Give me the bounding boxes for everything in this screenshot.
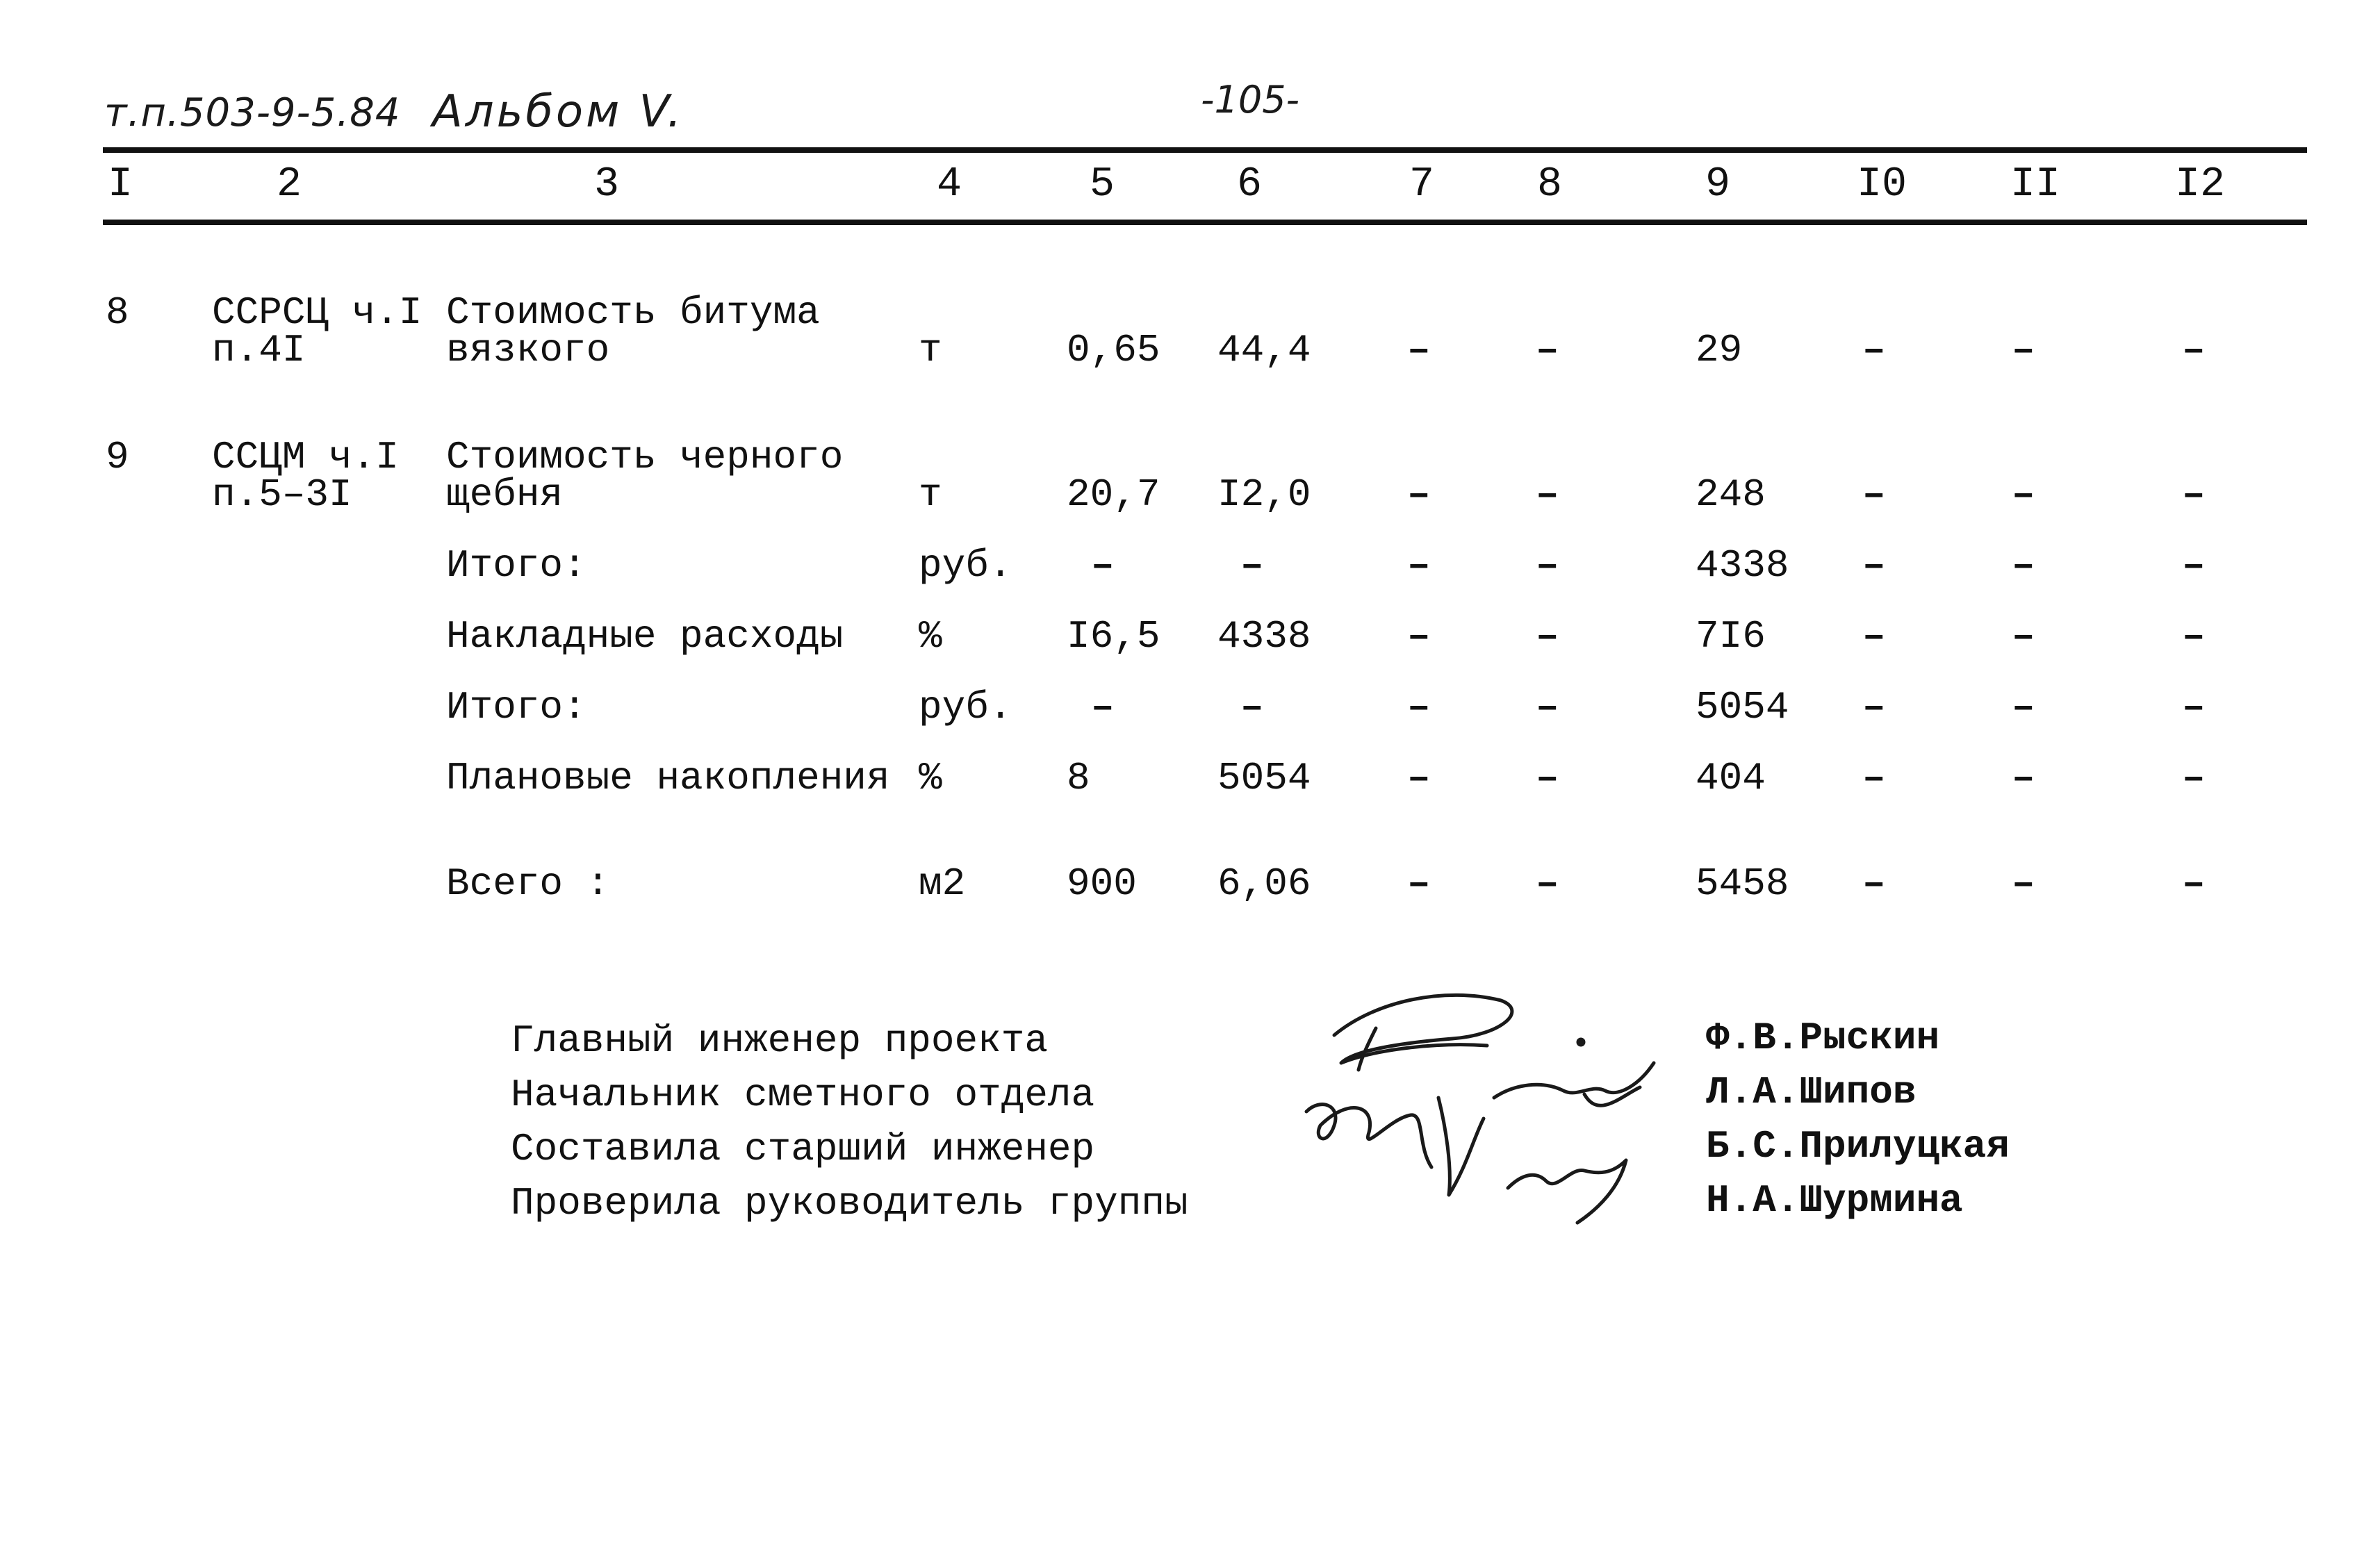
col-header-3: 3	[594, 161, 620, 208]
unit-price: I2,0	[1217, 472, 1311, 517]
summary-label: Плановые накопления	[446, 756, 890, 800]
col-8-value: –	[1536, 472, 1559, 517]
unit: %	[919, 756, 942, 800]
row-number: 8	[106, 290, 129, 335]
total-value: 404	[1696, 756, 1766, 800]
col-8-value: –	[1536, 756, 1559, 800]
quantity: 8	[1067, 756, 1090, 800]
col-7-value: –	[1407, 756, 1431, 800]
col-11-value: –	[2012, 472, 2035, 517]
col-7-value: –	[1407, 685, 1431, 729]
summary-label: Итого:	[446, 543, 586, 588]
signature-4	[1508, 1160, 1626, 1223]
col-8-value: –	[1536, 861, 1559, 906]
page-number: -105-	[1201, 78, 1300, 122]
item-name-line-2: щебня	[446, 472, 564, 517]
summary-label: Накладные расходы	[446, 614, 844, 659]
summary-label: Всего :	[446, 861, 610, 906]
col-11-value: –	[2012, 756, 2035, 800]
col-7-value: –	[1407, 328, 1431, 372]
col-12-value: –	[2182, 328, 2206, 372]
total-value: 29	[1696, 328, 1743, 372]
col-header-8: 8	[1537, 161, 1563, 208]
col-header-2: 2	[277, 161, 302, 208]
signature-1	[1334, 995, 1512, 1070]
col-8-value: –	[1536, 614, 1559, 659]
quantity: 0,65	[1067, 328, 1160, 372]
signatory-role: Начальник сметного отдела	[511, 1073, 1095, 1117]
col-10-value: –	[1862, 685, 1886, 729]
signatory-name: Б.С.Прилуцкая	[1706, 1124, 2010, 1169]
source-line-1: ССЦМ ч.I	[212, 435, 399, 479]
source-line-1: ССРСЦ ч.I	[212, 290, 422, 335]
col-header-10: I0	[1857, 161, 1907, 208]
col-10-value: –	[1862, 543, 1886, 588]
col-11-value: –	[2012, 543, 2035, 588]
unit-price: 5054	[1217, 756, 1311, 800]
col-10-value: –	[1862, 614, 1886, 659]
col-10-value: –	[1862, 861, 1886, 906]
source-line-2: п.5–3I	[212, 472, 352, 517]
col-12-value: –	[2182, 614, 2206, 659]
col-10-value: –	[1862, 756, 1886, 800]
total-value: 5458	[1696, 861, 1789, 906]
quantity: 20,7	[1067, 472, 1160, 517]
unit: руб.	[919, 543, 1012, 588]
col-12-value: –	[2182, 472, 2206, 517]
unit: т	[919, 328, 942, 372]
signature-1-dot	[1578, 1039, 1584, 1045]
unit-price: 4338	[1217, 614, 1311, 659]
unit: м2	[919, 861, 966, 906]
col-11-value: –	[2012, 685, 2035, 729]
unit-price: 44,4	[1217, 328, 1311, 372]
table-header-rule	[103, 220, 2307, 225]
col-12-value: –	[2182, 756, 2206, 800]
item-name-line-1: Стоимость битума	[446, 290, 820, 335]
col-header-5: 5	[1090, 161, 1115, 208]
item-name-line-1: Стоимость черного	[446, 435, 844, 479]
col-header-6: 6	[1237, 161, 1263, 208]
col-8-value: –	[1536, 685, 1559, 729]
col-11-value: –	[2012, 328, 2035, 372]
signature-2	[1306, 1098, 1484, 1195]
total-value: 5054	[1696, 685, 1789, 729]
col-7-value: –	[1407, 543, 1431, 588]
col-header-1: I	[108, 161, 133, 208]
row-number: 9	[106, 435, 129, 479]
col-11-value: –	[2012, 861, 2035, 906]
unit-price: –	[1240, 685, 1264, 729]
unit: %	[919, 614, 942, 659]
col-8-value: –	[1536, 328, 1559, 372]
col-12-value: –	[2182, 861, 2206, 906]
signatory-name: Л.А.Шипов	[1706, 1070, 1917, 1114]
total-value: 4338	[1696, 543, 1789, 588]
unit-price: 6,06	[1217, 861, 1311, 906]
col-8-value: –	[1536, 543, 1559, 588]
signature-3	[1494, 1063, 1654, 1105]
col-7-value: –	[1407, 861, 1431, 906]
signatory-role: Составила старший инженер	[511, 1127, 1095, 1171]
col-7-value: –	[1407, 614, 1431, 659]
col-7-value: –	[1407, 472, 1431, 517]
unit: руб.	[919, 685, 1012, 729]
quantity: I6,5	[1067, 614, 1160, 659]
col-header-7: 7	[1409, 161, 1435, 208]
col-12-value: –	[2182, 543, 2206, 588]
document-code: т.п.503-9-5.84	[104, 90, 401, 135]
col-11-value: –	[2012, 614, 2035, 659]
col-header-4: 4	[937, 161, 962, 208]
col-header-12: I2	[2175, 161, 2226, 208]
unit: т	[919, 472, 942, 517]
col-header-11: II	[2010, 161, 2061, 208]
handwritten-signatures	[1292, 959, 1682, 1264]
signatory-role: Проверила руководитель группы	[511, 1181, 1188, 1226]
total-value: 7I6	[1696, 614, 1766, 659]
summary-label: Итого:	[446, 685, 586, 729]
album-title: Альбом V.	[432, 86, 684, 138]
unit-price: –	[1240, 543, 1264, 588]
signatory-name: Ф.В.Рыскин	[1706, 1016, 1940, 1060]
total-value: 248	[1696, 472, 1766, 517]
col-12-value: –	[2182, 685, 2206, 729]
signatory-name: Н.А.Шурмина	[1706, 1178, 1963, 1223]
quantity: –	[1091, 685, 1115, 729]
col-header-9: 9	[1705, 161, 1731, 208]
signatory-role: Главный инженер проекта	[511, 1018, 1048, 1063]
quantity: 900	[1067, 861, 1137, 906]
source-line-2: п.4I	[212, 328, 306, 372]
table-top-rule	[103, 147, 2307, 153]
col-10-value: –	[1862, 472, 1886, 517]
col-10-value: –	[1862, 328, 1886, 372]
quantity: –	[1091, 543, 1115, 588]
item-name-line-2: вязкого	[446, 328, 610, 372]
